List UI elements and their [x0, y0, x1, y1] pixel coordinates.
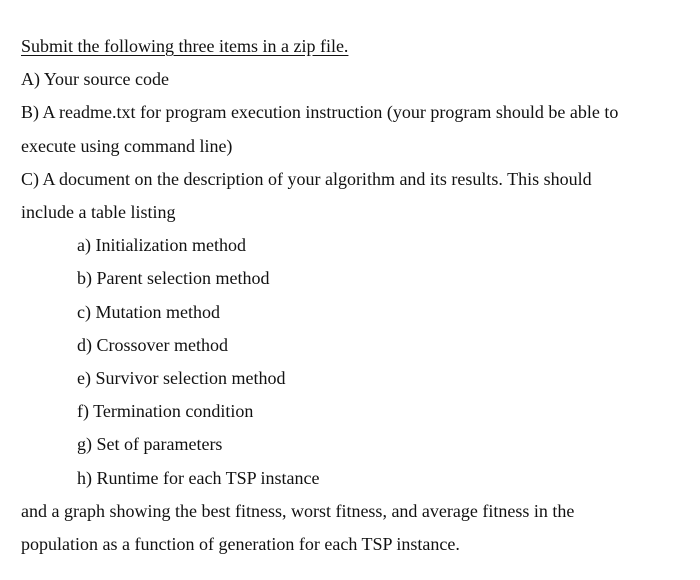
- item-c-document-line2: include a table listing: [21, 202, 176, 223]
- list-item-survivor-selection: e) Survivor selection method: [77, 368, 286, 389]
- list-item-mutation: c) Mutation method: [77, 301, 220, 322]
- document-body: [21, 30, 691, 561]
- list-item-parameters: g) Set of parameters: [77, 434, 223, 455]
- closing-line2: population as a function of generation for each TSP instance.: [21, 534, 460, 555]
- list-item-initialization: a) Initialization method: [77, 235, 246, 256]
- table-listing: [21, 229, 691, 495]
- item-c-document-line1: C) A document on the description of your algorithm and its results. This should: [21, 168, 592, 189]
- list-item-runtime: h) Runtime for each TSP instance: [77, 467, 320, 488]
- list-item-crossover: d) Crossover method: [77, 334, 228, 355]
- item-a-source-code: A) Your source code: [21, 69, 169, 90]
- item-b-readme-line1: B) A readme.txt for program execution instruction (your program should be able to: [21, 102, 619, 123]
- item-b-readme-line2: execute using command line): [21, 135, 233, 156]
- list-item-termination: f) Termination condition: [77, 401, 254, 422]
- list-item-parent-selection: b) Parent selection method: [77, 268, 270, 289]
- closing-line1: and a graph showing the best fitness, worst fitness, and average fitness in the: [21, 500, 575, 521]
- submission-heading: Submit the following three items in a zip file.: [21, 36, 349, 56]
